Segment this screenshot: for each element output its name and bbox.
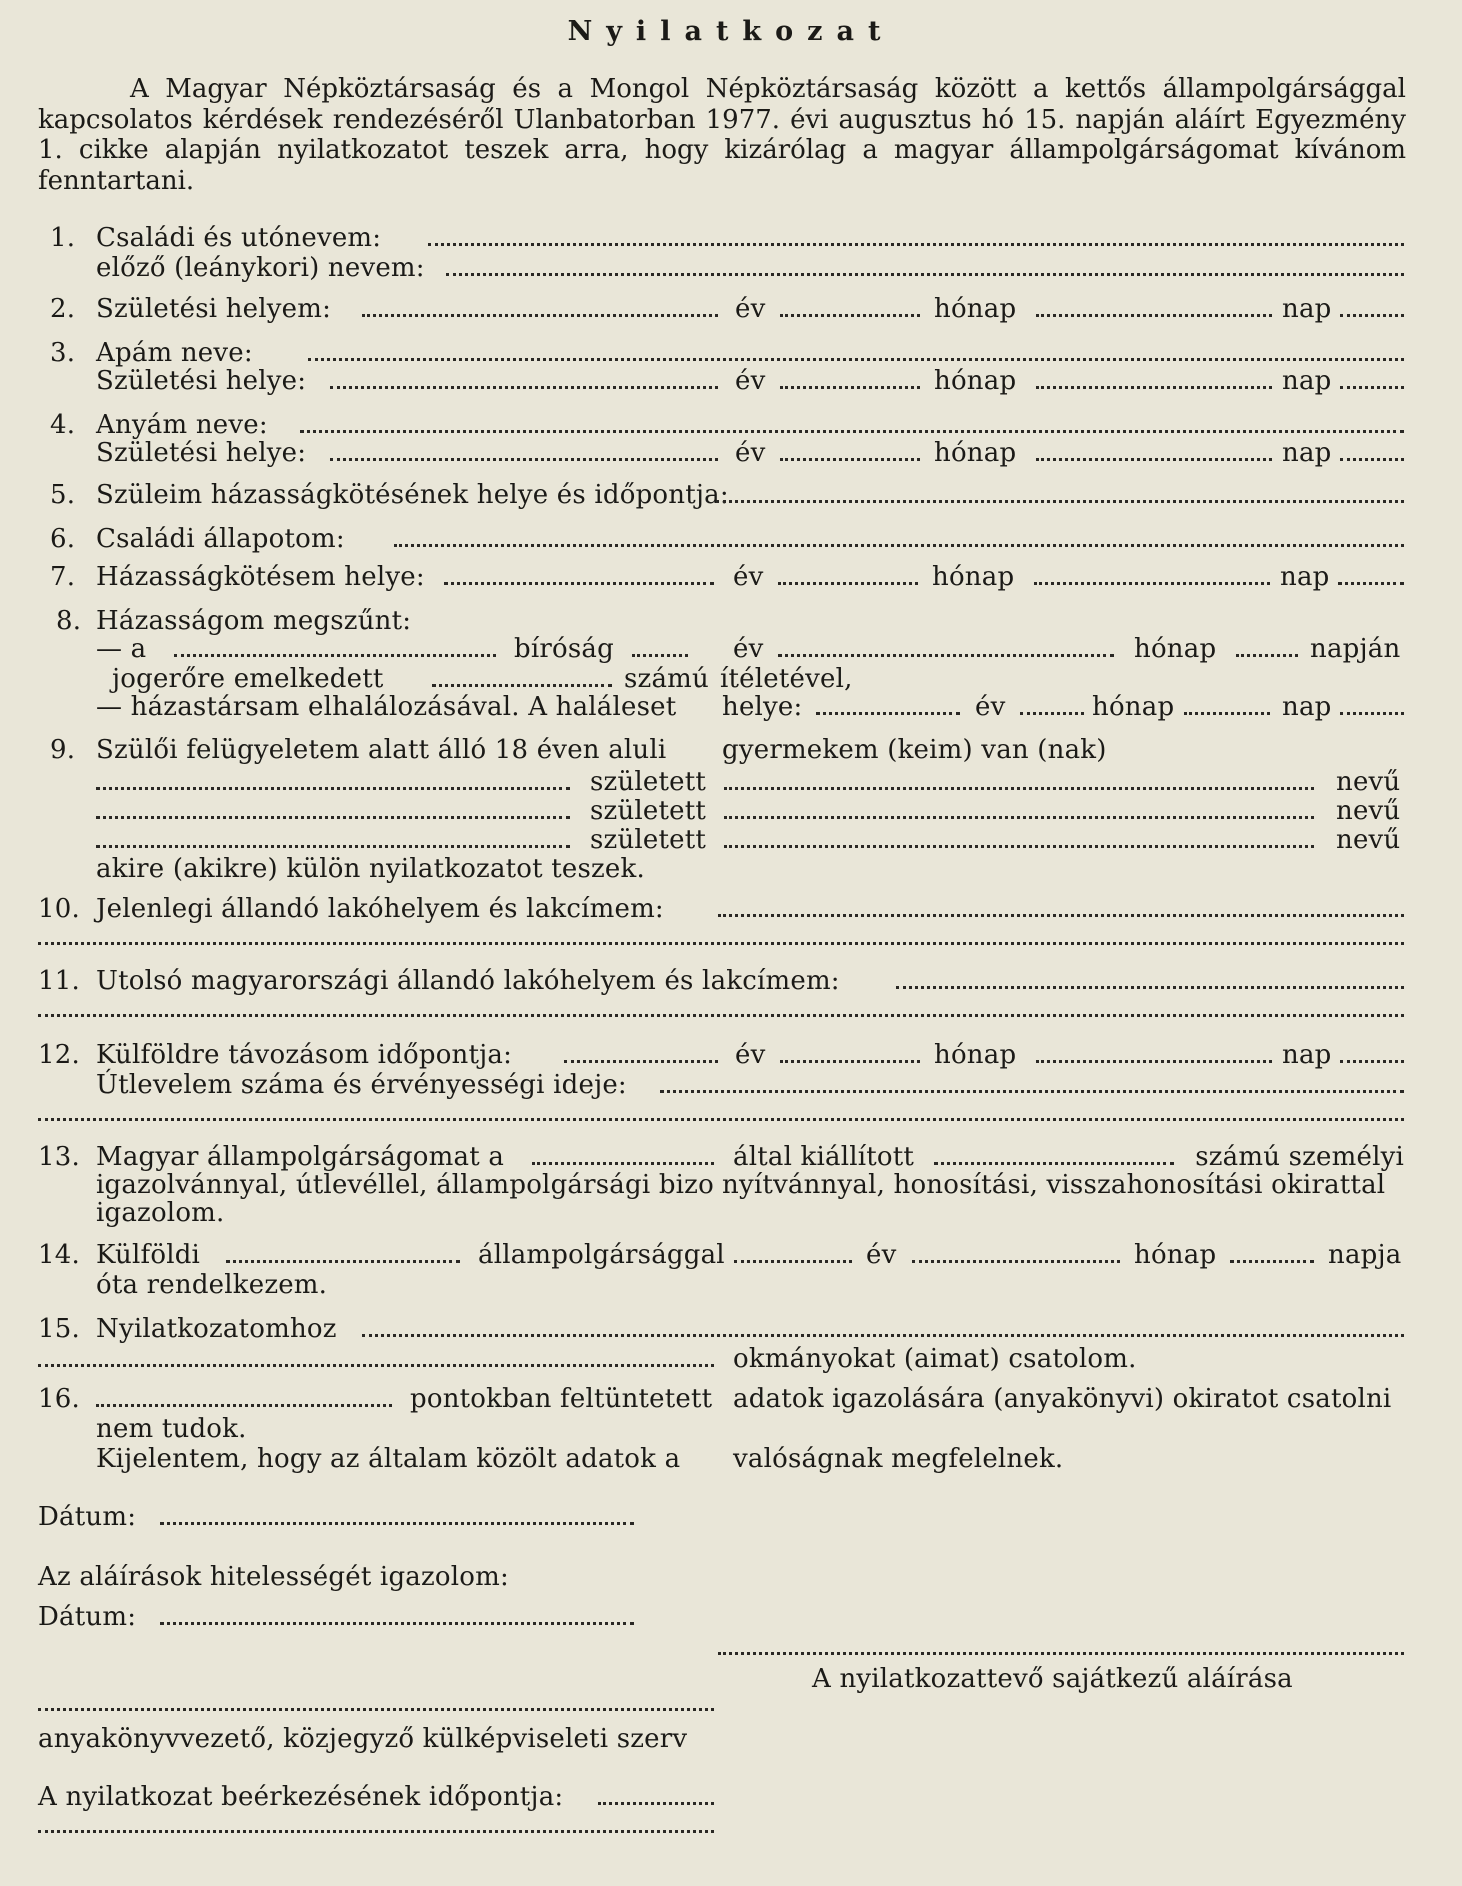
day-label: nap (1280, 562, 1330, 592)
month-label: hónap (934, 438, 1017, 468)
item-8-court-prefix: — a (96, 634, 147, 664)
issued-by-label: által kiállított (733, 1142, 915, 1172)
item-4-sublabel: Születési helye: (96, 438, 307, 468)
born-label: született (590, 825, 707, 855)
day-label: nap (1282, 438, 1332, 468)
document-number-field[interactable] (934, 1162, 1174, 1165)
signature-field[interactable] (718, 1652, 1404, 1655)
named-label: nevű (1336, 796, 1401, 826)
item-1-number: 1. (50, 223, 76, 253)
judgment-label: ítéletével, (720, 664, 853, 694)
item-4-label: Anyám neve: (96, 410, 268, 440)
death-year-field[interactable] (1020, 712, 1084, 715)
item-15-label: Nyilatkozatomhoz (96, 1314, 337, 1344)
child-2-name-field[interactable] (96, 816, 570, 819)
date-field[interactable] (160, 1522, 634, 1525)
attachments-field-2[interactable] (38, 1364, 714, 1367)
court-label: bíróság (514, 634, 614, 664)
day-label: nap (1282, 692, 1332, 722)
mother-name-field[interactable] (300, 430, 1404, 433)
receipt-date-field[interactable] (598, 1802, 714, 1805)
item-16-line3a: Kijelentem, hogy az általam közölt adatok a (96, 1444, 681, 1474)
points-label: pontokban feltüntetett (410, 1384, 713, 1414)
month-label: hónap (934, 294, 1017, 324)
father-birth-place-field[interactable] (330, 386, 718, 389)
judgment-number-field[interactable] (432, 684, 612, 687)
father-name-field[interactable] (308, 358, 1404, 361)
item-12-label: Külföldre távozásom időpontja: (96, 1040, 513, 1070)
father-birth-day-field[interactable] (1340, 386, 1404, 389)
item-7-number: 7. (50, 562, 76, 592)
item-3-number: 3. (50, 338, 76, 368)
departure-day-field[interactable] (1340, 1060, 1404, 1063)
issuer-field[interactable] (532, 1162, 714, 1165)
birth-year-field[interactable] (780, 314, 920, 317)
item-3-sublabel: Születési helye: (96, 366, 307, 396)
death-month-field[interactable] (1184, 712, 1270, 715)
item-10-number: 10. (38, 894, 80, 924)
death-place-label: helye: (722, 692, 803, 722)
item-12-sublabel: Útlevelem száma és érvényességi ideje: (96, 1070, 627, 1100)
month-label: hónap (1134, 1240, 1217, 1270)
father-birth-month-field[interactable] (1036, 386, 1272, 389)
item-14-number: 14. (38, 1240, 80, 1270)
child-1-name-field[interactable] (96, 787, 570, 790)
points-field[interactable] (96, 1404, 392, 1407)
item-11-number: 11. (38, 966, 80, 996)
item-8-label: Házasságom megszűnt: (96, 606, 412, 636)
mother-birth-year-field[interactable] (780, 458, 920, 461)
death-place-field[interactable] (816, 712, 960, 715)
spouse-death-label: — házastársam elhalálozásával. A haláleset (96, 692, 677, 722)
day-label: nap (1282, 294, 1332, 324)
personal-id-label: számú személyi (1195, 1142, 1404, 1172)
divorce-year-field[interactable] (778, 654, 1114, 657)
passport-field[interactable] (660, 1090, 1404, 1093)
named-label: nevű (1336, 767, 1401, 797)
court-name-field[interactable] (174, 654, 496, 657)
parents-marriage-field[interactable] (716, 500, 1404, 503)
item-13-line3: igazolom. (96, 1198, 225, 1228)
item-2-number: 2. (50, 294, 76, 324)
month-label: hónap (1134, 634, 1217, 664)
item-6-label: Családi állapotom: (96, 524, 345, 554)
item-16-rest: adatok igazolására (anyakönyvi) okiratot csatolni (733, 1384, 1392, 1414)
maiden-name-field[interactable] (446, 273, 1404, 276)
year-label: év (735, 294, 766, 324)
item-15-number: 15. (38, 1314, 80, 1344)
citizenship-month-field[interactable] (1230, 1260, 1314, 1263)
passport-field-2[interactable] (38, 1118, 1404, 1121)
item-1-sublabel: előző (leánykori) nevem: (96, 253, 425, 283)
item-3-label: Apám neve: (96, 338, 253, 368)
signature-caption: A nyilatkozattevő sajátkezű aláírása (812, 1664, 1293, 1694)
item-15-line2: okmányokat (aimat) csatolom. (733, 1344, 1137, 1374)
child-1-birth-field[interactable] (724, 787, 1314, 790)
item-16-line2: nem tudok. (96, 1414, 247, 1444)
father-birth-year-field[interactable] (780, 386, 920, 389)
marriage-day-field[interactable] (1338, 582, 1404, 585)
divorce-month-field[interactable] (1236, 654, 1298, 657)
item-13-label: Magyar állampolgárságomat a (96, 1142, 505, 1172)
day-label: nap (1282, 366, 1332, 396)
citizenship-year-field[interactable] (912, 1260, 1120, 1263)
item-5-number: 5. (50, 480, 76, 510)
item-11-label: Utolsó magyarországi állandó lakóhelyem és lakcímem: (96, 966, 840, 996)
item-16-number: 16. (38, 1384, 80, 1414)
item-6-number: 6. (50, 524, 76, 554)
month-label: hónap (934, 1040, 1017, 1070)
item-7-label: Házasságkötésem helye: (96, 562, 425, 592)
receipt-date-label: A nyilatkozat beérkezésének időpontja: (38, 1782, 564, 1812)
item-9-label-cont: gyermekem (keim) van (nak) (722, 735, 1107, 765)
departure-month-field[interactable] (1036, 1060, 1272, 1063)
citizenship-label: állampolgársággal (478, 1240, 725, 1270)
death-day-field[interactable] (1340, 712, 1404, 715)
current-address-field-2[interactable] (38, 942, 1404, 945)
item-14-line2: óta rendelkezem. (96, 1270, 328, 1300)
year-label: év (733, 562, 764, 592)
citizenship-since-field[interactable] (734, 1260, 852, 1263)
born-label: született (590, 796, 707, 826)
named-label: nevű (1336, 825, 1401, 855)
date-field-2[interactable] (160, 1622, 634, 1625)
marriage-month-field[interactable] (1034, 582, 1270, 585)
item-10-label: Jelenlegi állandó lakóhelyem és lakcímem: (96, 894, 664, 924)
form-title: Nyilatkozat (567, 16, 895, 47)
year-label: év (733, 634, 764, 664)
month-label: hónap (934, 366, 1017, 396)
item-16-line3b: valóságnak megfelelnek. (733, 1444, 1064, 1474)
date-label: Dátum: (38, 1502, 137, 1532)
mother-birth-day-field[interactable] (1340, 458, 1404, 461)
item-14-label: Külföldi (96, 1240, 201, 1270)
number-label: számú (624, 664, 709, 694)
year-label: év (735, 1040, 766, 1070)
date-label-2: Dátum: (38, 1602, 137, 1632)
birth-day-field[interactable] (1340, 314, 1404, 317)
court-extra-field[interactable] (632, 654, 688, 657)
item-9-number: 9. (50, 735, 76, 765)
marriage-year-field[interactable] (778, 582, 918, 585)
child-3-birth-field[interactable] (724, 845, 1314, 848)
birth-place-field[interactable] (362, 314, 718, 317)
departure-year-field[interactable] (780, 1060, 920, 1063)
day-label: napján (1310, 634, 1401, 664)
day-label: napja (1328, 1240, 1402, 1270)
born-label: született (590, 767, 707, 797)
month-label: hónap (932, 562, 1015, 592)
month-label: hónap (1092, 692, 1175, 722)
item-12-number: 12. (38, 1040, 80, 1070)
birth-month-field[interactable] (1036, 314, 1272, 317)
item-9-footer: akire (akikre) külön nyilatkozatot teszek. (96, 854, 645, 884)
year-label: év (866, 1240, 897, 1270)
registrar-signature-field[interactable] (38, 1708, 714, 1711)
day-label: nap (1282, 1040, 1332, 1070)
marriage-place-field[interactable] (444, 582, 714, 585)
foreign-country-field[interactable] (226, 1260, 460, 1263)
current-address-field[interactable] (718, 914, 1404, 917)
item-1-label: Családi és utónevem: (96, 223, 382, 253)
item-2-label: Születési helyem: (96, 294, 332, 324)
final-judgment-label: jogerőre emelkedett (112, 664, 384, 694)
year-label: év (735, 438, 766, 468)
mother-birth-month-field[interactable] (1036, 458, 1272, 461)
departure-date-field[interactable] (564, 1060, 718, 1063)
item-13-line2b: nyítvánnyal, honosítási, visszahonosítási okirattal (722, 1170, 1386, 1200)
year-label: év (975, 692, 1006, 722)
receipt-date-field-2[interactable] (38, 1830, 714, 1833)
child-2-birth-field[interactable] (724, 816, 1314, 819)
item-9-label: Szülői felügyeletem alatt álló 18 éven aluli (96, 735, 667, 765)
year-label: év (735, 366, 766, 396)
item-5-label: Szüleim házasságkötésének helye és időpontja: (96, 480, 729, 510)
item-13-number: 13. (38, 1142, 80, 1172)
mother-birth-place-field[interactable] (330, 458, 718, 461)
name-field[interactable] (428, 243, 1404, 246)
child-3-name-field[interactable] (96, 845, 570, 848)
item-13-line2a: igazolvánnyal, útlevéllel, állampolgársági bizo (96, 1170, 714, 1200)
last-hungarian-address-field-2[interactable] (38, 1014, 1404, 1017)
item-4-number: 4. (50, 410, 76, 440)
authentication-label: Az aláírások hitelességét igazolom: (38, 1562, 509, 1592)
marital-status-field[interactable] (394, 544, 1404, 547)
item-8-number: 8. (56, 606, 82, 636)
intro-paragraph: A Magyar Népköztársaság és a Mongol Népköztársaság között a kettős állampolgársággal kapcsolatos kérdések rendezéséről Ulanbatorban 1977. évi augusztus hó 15. napján aláírt Egyezmény 1. cikke alapján nyilatkozatot teszek arra, hogy kizárólag a magyar állampolgárságomat kívánom fenntartani. (38, 74, 1406, 196)
attachments-field[interactable] (362, 1334, 1404, 1337)
last-hungarian-address-field[interactable] (896, 986, 1404, 989)
registrar-caption: anyakönyvvezető, közjegyző külképviseleti szerv (38, 1724, 688, 1754)
